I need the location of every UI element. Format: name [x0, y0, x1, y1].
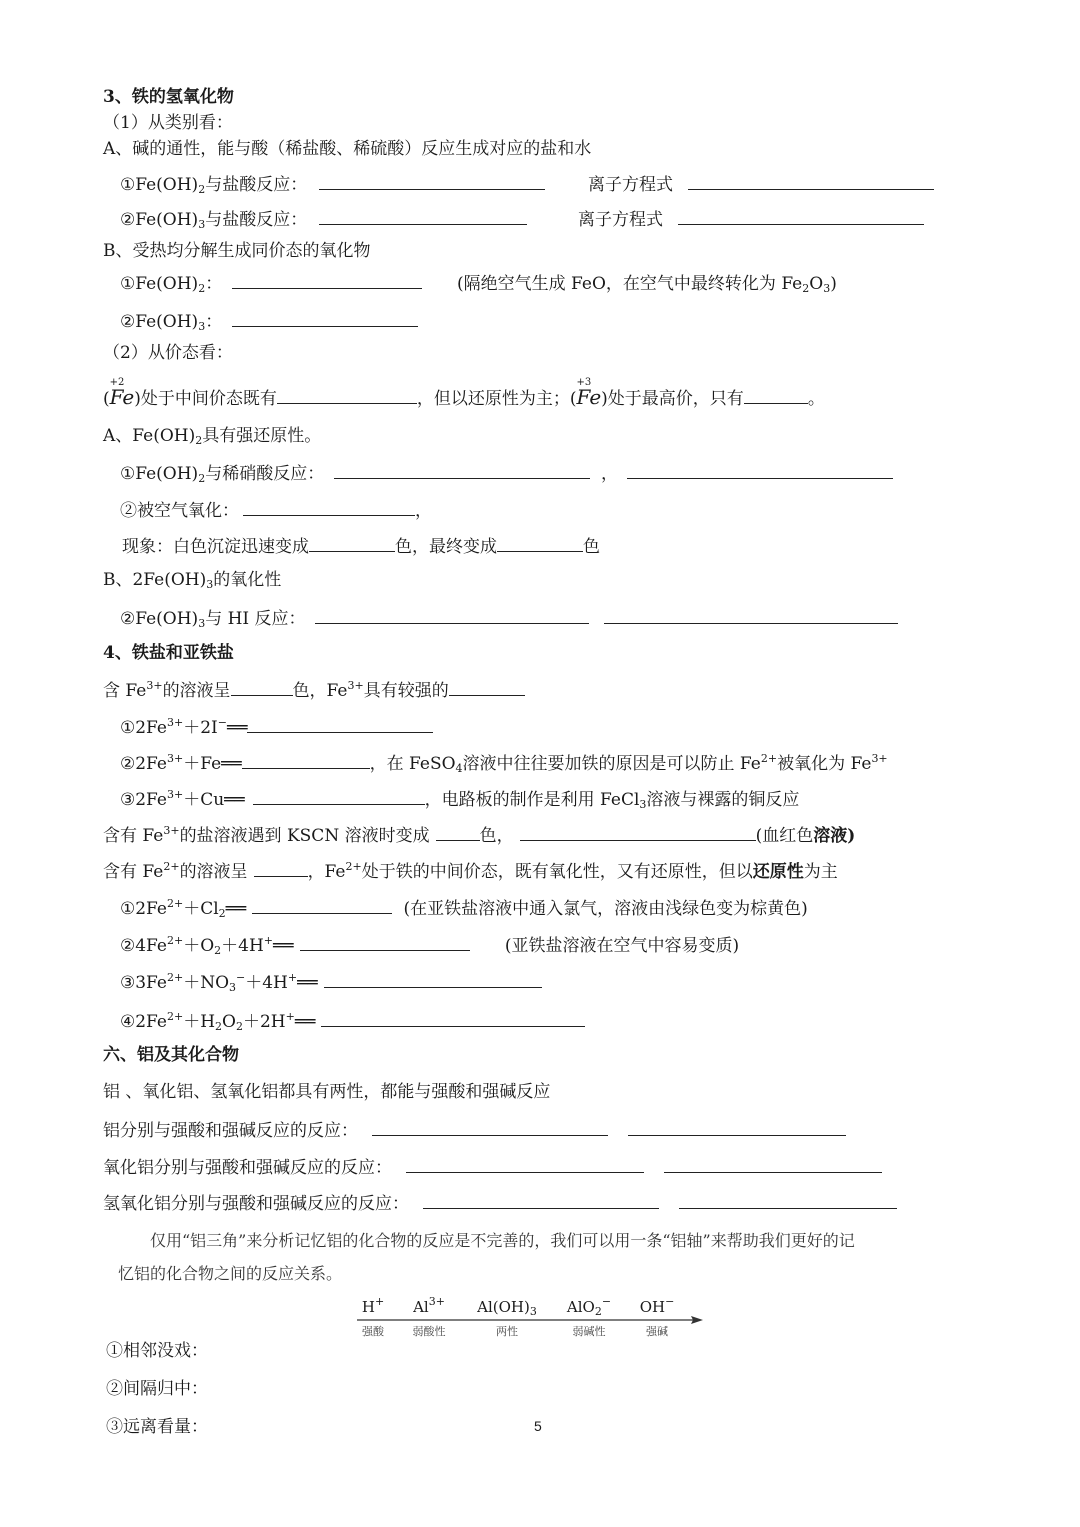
answer-blank[interactable]	[744, 387, 808, 404]
axis-species-4: OH−	[639, 1295, 675, 1316]
axis-species-0: H+	[361, 1295, 385, 1316]
amphoteric-line: 铝 、氧化铝、氢氧化铝都具有两性，都能与强酸和强碱反应	[103, 1082, 551, 1102]
answer-blank[interactable]	[679, 1192, 897, 1209]
line-b-decomposition: B、受热均分解生成同价态的氧化物	[103, 241, 371, 261]
mnemonic-distant: ③远离看量：	[106, 1417, 208, 1437]
subheading-by-category: （1）从类别看：	[103, 113, 233, 133]
answer-blank[interactable]	[520, 824, 756, 841]
subheading-by-valence: （2）从价态看：	[103, 343, 233, 363]
answer-blank[interactable]	[232, 310, 418, 327]
section-3-title: 3、铁的氢氧化物	[103, 87, 234, 107]
fe-plus3-symbol: +3 Fe	[576, 377, 602, 409]
line-A-reducing: A、$Fe(OH)_2$具有强还原性。	[103, 426, 322, 447]
answer-blank[interactable]	[300, 934, 470, 951]
answer-blank[interactable]	[604, 607, 898, 624]
answer-blank[interactable]	[664, 1156, 882, 1173]
aluminum-axis-intro-1: 仅用“铝三角”来分析记忆铝的化合物的反应是不完善的，我们可以用一条“铝轴”来帮助我们更好的记	[150, 1231, 855, 1250]
fe2-solution-line: 含有 $Fe^{2+}$的溶液呈 ，$Fe^{2+}$处于铁的中间价态，既有氧化性，又有还原性，但以还原性为主	[103, 860, 838, 882]
answer-blank[interactable]	[242, 752, 370, 769]
answer-blank[interactable]	[231, 679, 293, 696]
fe2-nitrate-line: $③3Fe^{2+}+NO_3^-+4H^+══$	[120, 971, 542, 994]
section-4-title: 4、铁盐和亚铁盐	[103, 643, 234, 663]
answer-blank[interactable]	[319, 173, 545, 190]
answer-blank[interactable]	[628, 1119, 846, 1136]
axis-species-1: $Al^{3+}$	[413, 1295, 445, 1316]
fe2-chlorine-line: $①2Fe^{2+}+Cl_2══$ (在亚铁盐溶液中通入氯气，溶液由浅绿色变为棕黄色)	[120, 897, 808, 920]
answer-blank[interactable]	[372, 1119, 608, 1136]
answer-blank[interactable]	[252, 897, 392, 914]
aluminum-hydroxide-reaction-line: 氢氧化铝分别与强酸和强碱反应的反应：	[103, 1192, 897, 1215]
answer-blank[interactable]	[243, 499, 415, 516]
fe3-solution-line: 含 $Fe^{3+}$的溶液呈 色，$Fe^{3+}$具有较强的	[103, 679, 525, 702]
section-6-title: 六、铝及其化合物	[103, 1045, 239, 1065]
fe3-iron-line: $②2Fe^{3+}+Fe══$ ，在 FeSO$_4$溶液中往往要加铁的原因是可以防止 $Fe^{2+}$被氧化为 $Fe^{3+}$	[120, 752, 888, 775]
axis-label-2: 两性	[496, 1325, 518, 1338]
answer-blank[interactable]	[319, 208, 527, 225]
answer-blank[interactable]	[315, 607, 589, 624]
answer-blank[interactable]	[423, 1192, 659, 1209]
fe-oh2-heat-line: $①Fe(OH)_2$： (隔绝空气生成 FeO，在空气中最终转化为 $Fe_2O_3$)	[120, 274, 837, 295]
aluminum-axis-intro-2: 忆铝的化合物之间的反应关系。	[118, 1264, 343, 1283]
answer-blank[interactable]	[436, 824, 480, 841]
answer-blank[interactable]	[688, 173, 934, 190]
fe2-peroxide-line: $④2Fe^{2+}+H_2O_2+2H^+══$	[120, 1010, 585, 1033]
answer-blank[interactable]	[678, 208, 924, 225]
line-a-base-property: A、碱的通性，能与酸（稀盐酸、稀硫酸）反应生成对应的盐和水	[103, 139, 592, 159]
answer-blank[interactable]	[309, 535, 395, 552]
answer-blank[interactable]	[254, 860, 308, 877]
fe3-copper-line: $③2Fe^{3+}+Cu══$ ，电路板的制作是利用 FeCl$_3$溶液与裸露的铜反应	[120, 788, 800, 811]
fe-oh3-heat-line: $②Fe(OH)_3$：	[120, 310, 418, 333]
axis-label-0: 强酸	[362, 1325, 384, 1338]
fe3-iodide-line: $①2Fe^{3+}+2I^-══$	[120, 716, 433, 739]
axis-label-1: 弱酸性	[412, 1325, 446, 1338]
phenomenon-line: 现象：白色沉淀迅速变成 色，最终变成 色	[122, 537, 600, 557]
axis-species-3: AlO$_2$−	[566, 1295, 612, 1318]
axis-species-2: $Al(OH)_3$	[477, 1298, 537, 1318]
answer-blank[interactable]	[406, 1156, 644, 1173]
answer-blank[interactable]	[449, 679, 525, 696]
fe-plus2-symbol: +2 Fe	[109, 377, 135, 409]
fe-oh2-hno3-line: $①Fe(OH)_2$与稀硝酸反应： ，	[120, 462, 893, 485]
fe-oh3-hcl-line: $②Fe(OH)_3$与盐酸反应： 离子方程式	[120, 208, 924, 231]
aluminum-reaction-line: 铝分别与强酸和强碱反应的反应：	[103, 1119, 846, 1142]
answer-blank[interactable]	[334, 462, 590, 479]
axis-label-4: 强碱	[646, 1325, 668, 1338]
answer-blank[interactable]	[253, 788, 425, 805]
fe2-oxygen-line: $②4Fe^{2+}+O_2+4H^+══$ (亚铁盐溶液在空气中容易变质)	[120, 934, 740, 957]
page-number: 5	[534, 1418, 542, 1434]
answer-blank[interactable]	[321, 1010, 585, 1027]
kscn-line: 含有 $Fe^{3+}$的盐溶液遇到 KSCN 溶液时变成 色， (血红色溶液)	[103, 824, 856, 846]
fe-oh2-hcl-line: $①Fe(OH)_2$与盐酸反应： 离子方程式	[120, 173, 934, 196]
answer-blank[interactable]	[324, 971, 542, 988]
answer-blank[interactable]	[497, 535, 583, 552]
answer-blank[interactable]	[277, 387, 417, 404]
air-oxidation-line: ②被空气氧化： ，	[120, 501, 432, 521]
line-B-oxidizing: B、$2Fe(OH)_3$的氧化性	[103, 570, 282, 591]
aluminum-axis-diagram	[357, 1296, 707, 1340]
answer-blank[interactable]	[627, 462, 893, 479]
answer-blank[interactable]	[247, 716, 433, 733]
mnemonic-interval: ②间隔归中：	[106, 1379, 208, 1399]
valence-line: ( +2 Fe)处于中间价态既有 ，但以还原性为主；( +3 Fe)处于最高价，只有 。	[103, 377, 825, 409]
fe-oh3-hi-line: $②Fe(OH)_3$与 HI 反应：	[120, 607, 898, 630]
answer-blank[interactable]	[232, 272, 422, 289]
axis-label-3: 弱碱性	[572, 1325, 606, 1338]
alumina-reaction-line: 氧化铝分别与强酸和强碱反应的反应：	[103, 1156, 882, 1179]
mnemonic-adjacent: ①相邻没戏：	[106, 1341, 208, 1361]
